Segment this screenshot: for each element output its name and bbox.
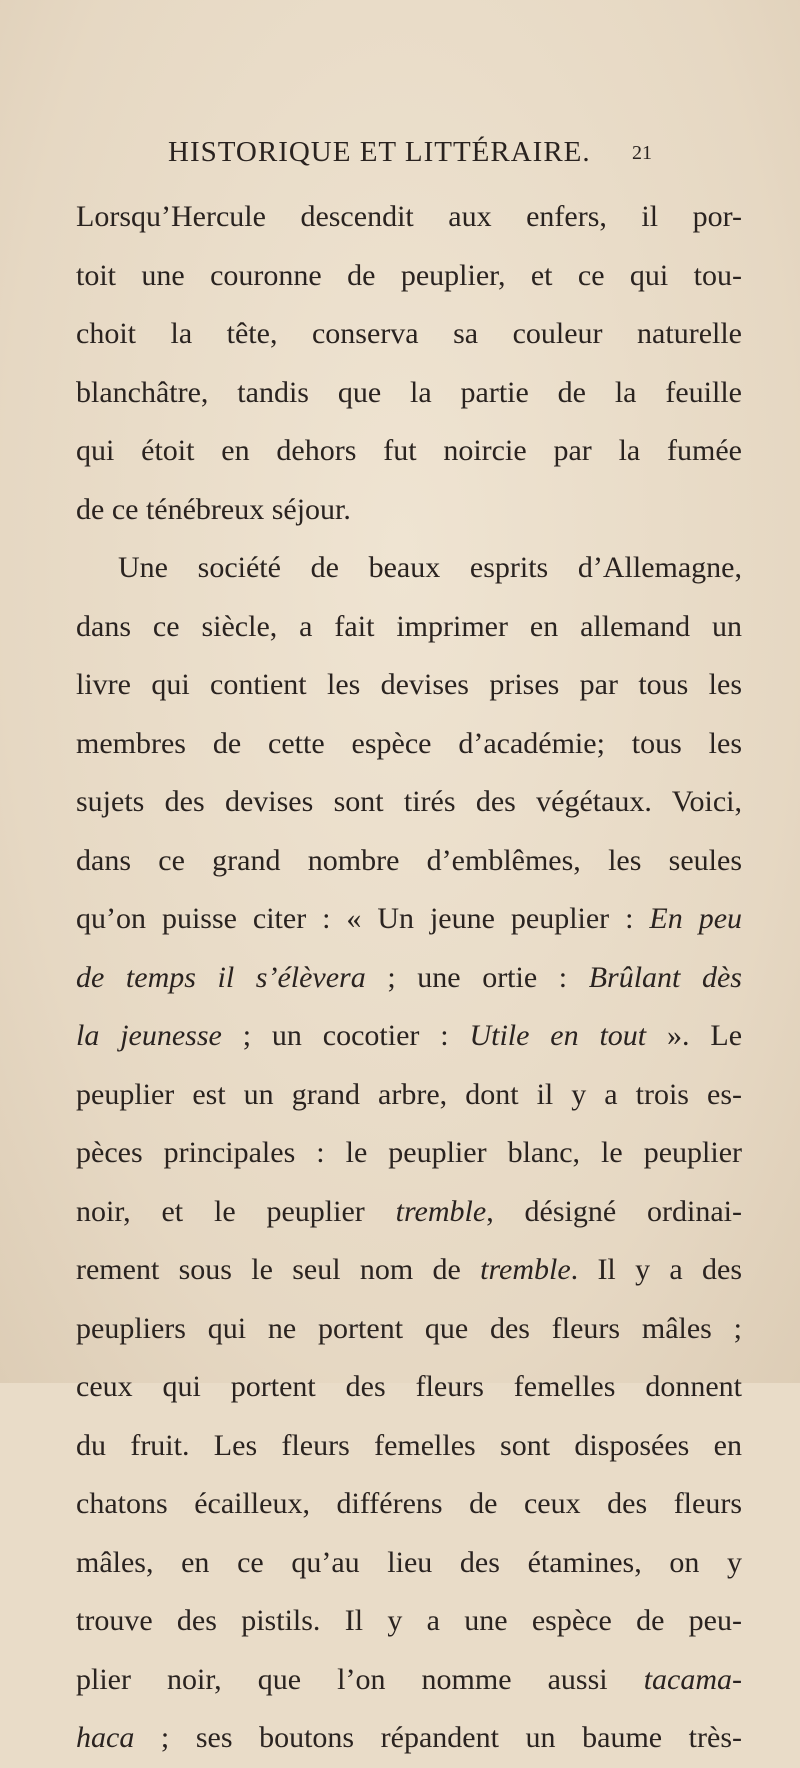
- text-span: noir, et le peuplier: [76, 1194, 396, 1228]
- italic-span: tacama-: [643, 1662, 742, 1696]
- text-span: pèces principales : le peuplier blanc, le peuplier: [76, 1136, 742, 1169]
- text-line: [76, 305, 742, 364]
- italic-span: la jeunesse: [76, 1019, 222, 1052]
- text-span: trouve des pistils. Il y a une espèce de peu-: [76, 1604, 742, 1637]
- text-span: Lorsqu’Hercule descendit aux enfers, il por-: [76, 200, 742, 233]
- text-span: ceux qui portent des fleurs femelles donnent: [76, 1370, 742, 1403]
- text-span: ; un cocotier :: [221, 1019, 470, 1052]
- page-number: 21: [632, 142, 652, 164]
- text-line: [76, 1300, 742, 1359]
- italic-span: tremble: [480, 1253, 571, 1286]
- text-line: [76, 656, 742, 715]
- text-span: peupliers qui ne portent que des fleurs mâles ;: [76, 1311, 742, 1345]
- text-span: , désigné ordinai-: [486, 1194, 742, 1228]
- text-span: toit une couronne de peuplier, et ce qui tou-: [76, 258, 742, 292]
- text-line: [76, 1534, 742, 1593]
- text-line: [76, 1651, 742, 1710]
- text-span: Une société de beaux esprits d’Allemagne,: [118, 551, 742, 584]
- text-span: qu’on puisse citer : « Un jeune peuplier :: [76, 902, 650, 935]
- text-line: [76, 422, 742, 481]
- text-line: [76, 890, 742, 949]
- text-span: qui étoit en dehors fut noircie par la fumée: [76, 434, 742, 467]
- italic-span: haca: [76, 1721, 135, 1754]
- italic-span: En peu: [649, 902, 742, 935]
- text-line: [76, 1592, 742, 1651]
- text-span: peuplier est un grand arbre, dont il y a trois es-: [76, 1077, 742, 1111]
- text-span: livre qui contient les devises prises par tous les: [76, 668, 742, 701]
- text-span: . Il y a des: [570, 1253, 742, 1286]
- italic-span: Utile en tout: [469, 1019, 647, 1052]
- text-span: de ce ténébreux séjour.: [76, 492, 351, 526]
- running-title: HISTORIQUE ET LITTÉRAIRE.: [168, 136, 591, 168]
- text-line: [76, 539, 742, 598]
- text-line: [76, 715, 742, 774]
- text-line: [76, 949, 742, 1008]
- text-span: ; ses boutons répandent un baume très-: [134, 1721, 742, 1754]
- text-line: [76, 832, 742, 891]
- text-line: [76, 1709, 742, 1768]
- italic-span: Brûlant dès: [588, 960, 742, 994]
- text-line: [76, 1007, 742, 1066]
- text-span: dans ce siècle, a fait imprimer en allemand un: [76, 609, 742, 643]
- text-span: rement sous le seul nom de: [76, 1253, 481, 1286]
- text-span: choit la tête, conserva sa couleur naturelle: [76, 317, 742, 350]
- text-line: [76, 1241, 742, 1300]
- text-span: plier noir, que l’on nomme aussi: [76, 1662, 644, 1696]
- text-line: [76, 773, 742, 832]
- text-span: mâles, en ce qu’au lieu des étamines, on y: [76, 1545, 742, 1579]
- text-line: [76, 1066, 742, 1125]
- text-line: [76, 1358, 742, 1417]
- text-line: [76, 598, 742, 657]
- text-span: sujets des devises sont tirés des végétaux. Voici,: [76, 785, 742, 818]
- text-span: dans ce grand nombre d’emblêmes, les seules: [76, 843, 742, 877]
- page-header: [0, 130, 800, 180]
- italic-span: de temps il s’élèvera: [76, 960, 366, 994]
- text-line: [76, 1417, 742, 1476]
- italic-span: tremble: [395, 1194, 487, 1228]
- text-span: du fruit. Les fleurs femelles sont disposées en: [76, 1428, 742, 1462]
- text-line: [76, 1183, 742, 1242]
- text-line: [76, 188, 742, 247]
- text-line: [76, 481, 742, 540]
- text-line: [76, 1475, 742, 1534]
- text-line: [76, 247, 742, 306]
- text-span: blanchâtre, tandis que la partie de la feuille: [76, 375, 742, 409]
- text-line: [76, 1124, 742, 1183]
- body-text: [76, 188, 742, 1768]
- text-span: ». Le: [646, 1019, 742, 1052]
- text-span: membres de cette espèce d’académie; tous les: [76, 726, 742, 760]
- text-span: chatons écailleux, différens de ceux des fleurs: [76, 1487, 742, 1520]
- text-line: [76, 364, 742, 423]
- text-span: ; une ortie :: [365, 960, 589, 994]
